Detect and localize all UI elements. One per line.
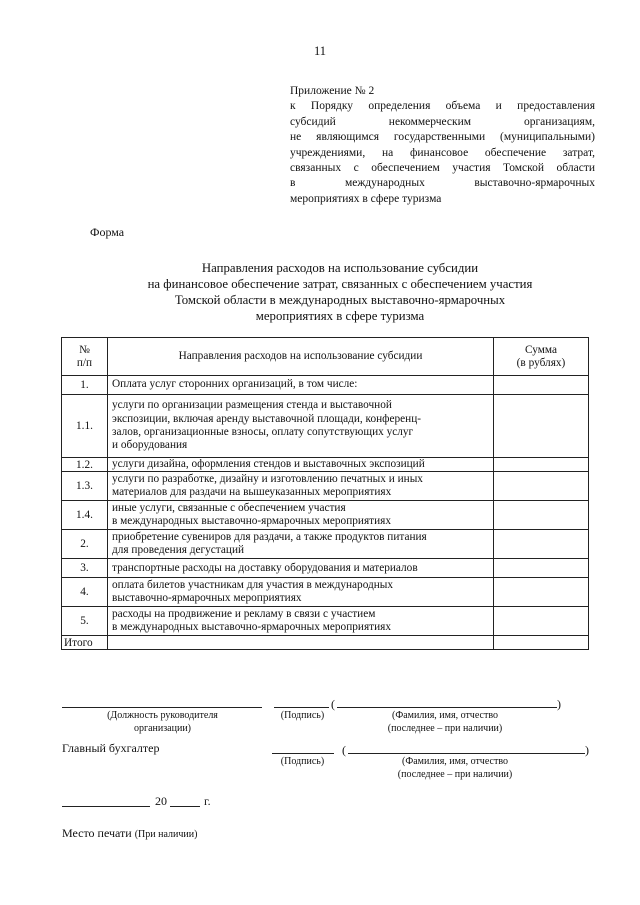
row-number: 2. [62,530,108,559]
caption-line: (Должность руководителя [107,710,218,721]
table-row [62,458,589,472]
title-line: Томской области в международных выставочно-ярмарочных [174,293,506,307]
accountant-signature-line[interactable] [272,752,334,754]
row-number: 4. [62,578,108,607]
header-num-line: № [79,343,90,356]
row-sum-cell[interactable] [494,501,589,530]
description-line: Оплата услуг сторонних организаций, в том числе: [112,378,358,391]
appendix-line: в международных выставочно-ярмарочных [290,177,595,190]
description-line: в международных выставочно-ярмарочных мероприятиях [112,515,391,528]
stamp-label: Место печати [62,826,132,840]
paren-close: ) [557,697,561,711]
row-sum-cell[interactable] [494,395,589,458]
total-description [108,636,494,650]
row-sum-cell[interactable] [494,472,589,501]
caption-line: (последнее – при наличии) [397,768,513,780]
description-line: транспортные расходы на доставку оборудования и материалов [112,561,418,574]
table-row [62,530,589,559]
row-description [108,607,494,636]
row-description [108,578,494,607]
position-line[interactable] [62,706,262,708]
position-caption [70,710,255,735]
document-title [60,260,620,324]
description-line: для проведения дегустаций [112,544,245,557]
signature-caption: (Подпись) [280,756,325,767]
description-line: экспозиции, включая аренду выставочной площади, конференц- [112,412,422,425]
appendix-line: учреждениями, на финансовое обеспечение затрат, [290,146,595,159]
table-row [62,472,589,501]
fio-line[interactable] [337,706,557,708]
description-line: в международных выставочно-ярмарочных мероприятиях [112,621,391,634]
header-num [62,338,108,376]
row-description [108,458,494,472]
caption-line: (Фамилия, имя, отчество [392,710,498,721]
paren-open: ( [342,743,346,757]
title-line: Направления расходов на использование субсидии [201,261,479,275]
appendix-line: субсидий некоммерческим организациям, [290,115,595,128]
row-description [108,376,494,395]
date-day-month-line[interactable] [62,805,150,807]
row-number: 1.3. [62,472,108,501]
header-direction: Направления расходов на использование субсидии [108,338,494,376]
total-row [62,636,589,650]
expenses-table [61,337,589,650]
page-number: 11 [313,44,327,58]
paren-open: ( [331,697,335,711]
row-number: 1.4. [62,501,108,530]
description-line: залов, организационные взносы, оплату сопутствующих услуг [112,426,414,438]
table-row [62,559,589,578]
row-sum-cell[interactable] [494,559,589,578]
table-row [62,376,589,395]
fio-caption [370,756,540,781]
description-line: иные услуги, связанные с обеспечением участия [112,502,346,514]
row-sum-cell[interactable] [494,458,589,472]
description-line: расходы на продвижение и рекламу в связи с участием [112,608,376,620]
title-line: мероприятиях в сфере туризма [255,309,425,323]
date-year-prefix: 20 [155,794,167,808]
row-sum-cell[interactable] [494,607,589,636]
row-number: 1.2. [62,458,108,472]
description-line: приобретение сувениров для раздачи, а также продуктов питания [112,531,427,543]
appendix-line: связанных с обеспечением участия Томской области [290,162,595,175]
row-description [108,395,494,458]
header-num-line: п/п [76,356,93,369]
row-number: 1. [62,376,108,395]
date-year-line[interactable] [170,805,200,807]
table-row [62,395,589,458]
header-sum-line: (в рублях) [516,356,566,369]
caption-line: (Фамилия, имя, отчество [402,756,508,767]
row-description [108,559,494,578]
row-sum-cell[interactable] [494,530,589,559]
paren-close: ) [585,743,589,757]
date-suffix: г. [204,794,211,808]
row-sum-cell[interactable] [494,376,589,395]
signature-caption: (Подпись) [280,710,325,721]
total-sum-cell[interactable] [494,636,589,650]
description-line: и оборудования [112,439,188,452]
description-line: услуги дизайна, оформления стендов и выставочных экспозиций [112,458,425,470]
appendix-line: к Порядку определения объема и предоставления [290,100,595,113]
signature-line[interactable] [274,706,329,708]
chief-accountant-label: Главный бухгалтер [62,741,160,755]
row-sum-cell[interactable] [494,578,589,607]
table-row [62,607,589,636]
fio-caption [360,710,530,735]
row-description [108,472,494,501]
caption-line: организации) [133,722,192,734]
row-number: 1.1. [62,395,108,458]
accountant-fio-line[interactable] [348,752,585,754]
row-description [108,530,494,559]
table-row [62,578,589,607]
table-row [62,501,589,530]
appendix-line: не являющимся государственными (муниципальными) [290,131,595,144]
caption-line: (последнее – при наличии) [387,722,503,734]
row-number: 5. [62,607,108,636]
form-label: Форма [90,225,125,239]
title-line: на финансовое обеспечение затрат, связанных с обеспечением участия [147,277,533,291]
description-line: оплата билетов участникам для участия в международных [112,579,394,591]
description-line: выставочно-ярмарочных мероприятиях [112,592,302,605]
total-label: Итого [62,636,108,650]
stamp-note: (При наличии) [134,829,198,840]
header-sum-line: Сумма [525,343,557,356]
appendix-line: мероприятиях в сфере туризма [290,192,442,205]
description-line: услуги по разработке, дизайну и изготовлению печатных и иных [112,473,423,485]
header-sum [494,338,589,376]
row-description [108,501,494,530]
appendix-title: Приложение № 2 [290,85,375,97]
table-header-row [62,338,589,376]
description-line: услуги по организации размещения стенда и выставочной [112,399,392,412]
description-line: материалов для раздачи на вышеуказанных мероприятиях [112,486,392,499]
appendix-block [290,84,595,207]
row-number: 3. [62,559,108,578]
stamp-block [62,826,197,841]
